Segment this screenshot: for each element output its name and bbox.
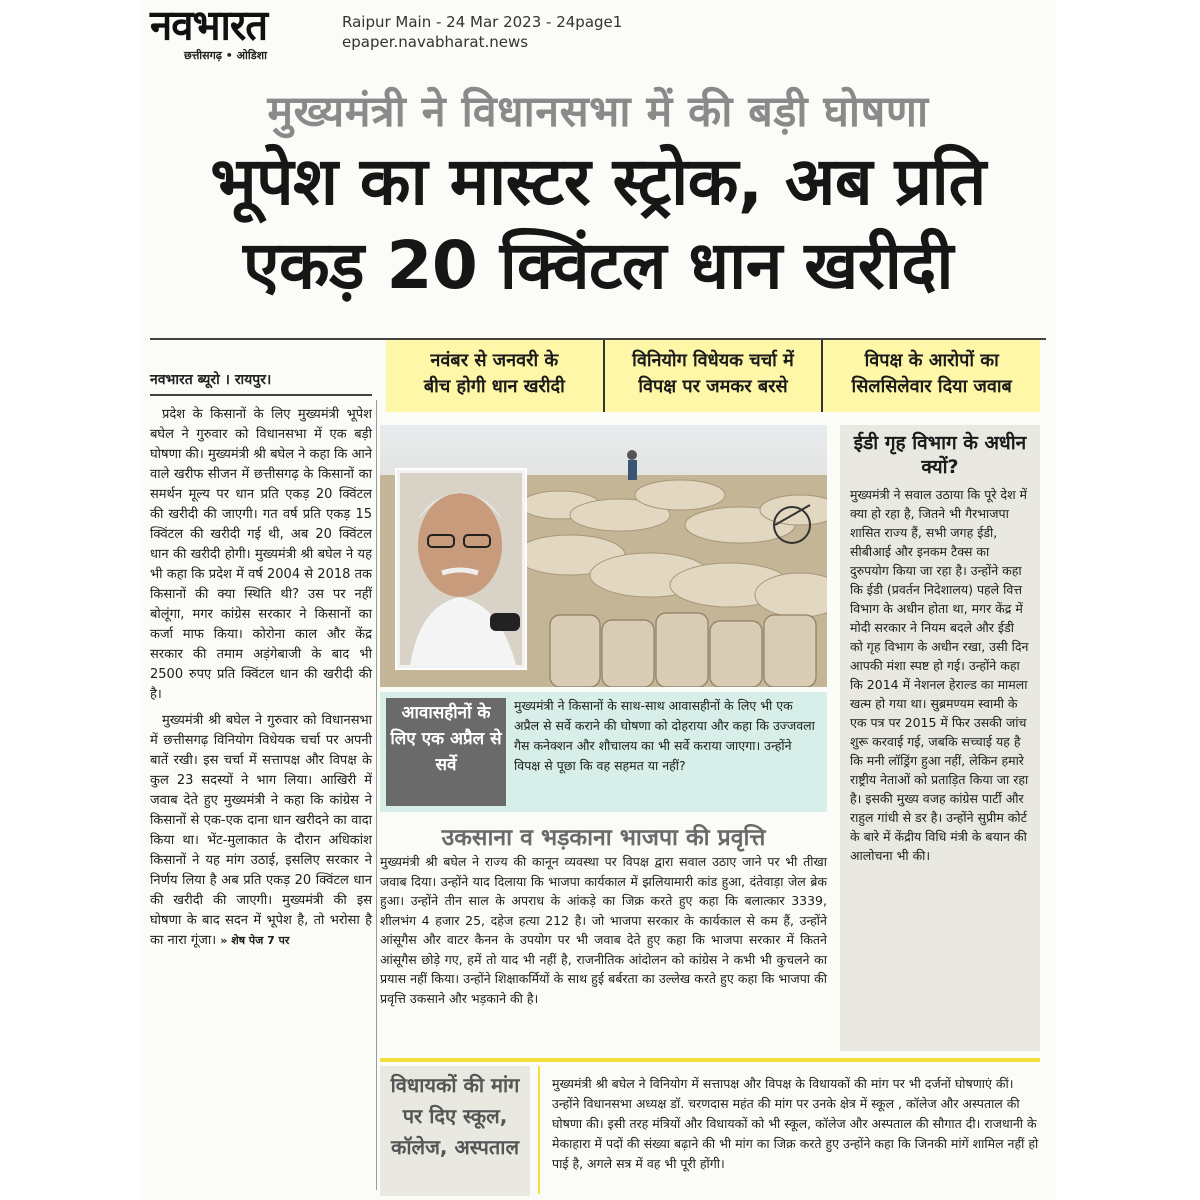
byline-rule xyxy=(150,394,372,396)
deck-1-line-1: नवंबर से जनवरी के xyxy=(430,350,559,371)
deck-3-line-1: विपक्ष के आरोपों का xyxy=(864,350,999,371)
story-paragraph-1: प्रदेश के किसानों के लिए मुख्यमंत्री भूपेश बघेल ने गुरुवार को विधानसभा में एक बड़ी घोषणा की। मुख्यमंत्री श्री बघेल ने कहा कि आने वाले खरीफ सीजन में छत्तीसगढ़ के किसानों का समर्थन मूल्य पर धान प्रति एकड़ 20 क्विंटल की खरीदी की जाएगी। गत वर्ष प्रति एकड़ 15 क्विंटल की खरीदी गई थी, अब 20 क्विंटल धान की खरीदी होगी। मुख्यमंत्री श्री बघेल ने यह भी कहा कि प्रदेश में वर्ष 2004 से 2018 तक किसानों की क्या स्थिति थी? उस पर नहीं बोलूंगा, मगर कांग्रेस सरकार ने किसानों का कर्जा माफ किया। कोरोना काल और केंद्र सरकार की तमाम अड़ंगेबाजी के बाद भी 2500 रुपए प्रति क्विंटल धान की खरीदी की है। xyxy=(150,407,372,702)
main-story-column xyxy=(150,405,372,957)
right-margin xyxy=(1056,0,1200,1200)
logo-wordmark: नवभारत xyxy=(150,0,268,51)
masthead xyxy=(150,0,1050,68)
deck-3 xyxy=(823,340,1040,412)
newspaper-logo[interactable] xyxy=(150,0,325,66)
deck-2-line-1: विनियोग विधेयक चर्चा में xyxy=(632,350,794,371)
news-photo[interactable] xyxy=(380,425,827,687)
edition-line: Raipur Main - 24 Mar 2023 - 24page1 xyxy=(342,13,623,31)
site-link[interactable]: epaper.navabharat.news xyxy=(342,33,529,51)
story-paragraph-2 xyxy=(150,711,372,951)
left-margin xyxy=(0,0,140,1200)
ed-box-title: ईडी गृह विभाग के अधीन क्यों? xyxy=(853,432,1027,478)
column-divider xyxy=(376,400,377,1190)
housing-box-label: आवासहीनों के लिए एक अप्रैल से सर्वे xyxy=(386,698,506,806)
deck-2-line-2: विपक्ष पर जमकर बरसे xyxy=(638,376,788,397)
deck-1 xyxy=(386,340,605,412)
byline: नवभारत ब्यूरो । रायपुर। xyxy=(150,372,272,388)
housing-box xyxy=(380,692,827,812)
deck-strip xyxy=(386,340,1040,412)
main-headline xyxy=(140,140,1056,308)
edition-info xyxy=(342,12,622,52)
continued-link[interactable]: » शेष पेज 7 पर xyxy=(220,934,290,947)
bjp-section-text: मुख्यमंत्री श्री बघेल ने राज्य की कानून व्यवस्था पर विपक्ष द्वारा सवाल उठाए जाने पर भी तीखा जवाब दिया। उन्होंने याद दिलाया कि भाजपा कार्यकाल में झलियामारी कांड हुआ, दंतेवाड़ा जेल ब्रेक हुआ। उन्होंने तीन साल के अपराध के आंकड़े का जिक्र करते हुए कहा कि बलात्कार 3339, शीलभंग 4 हजार 25, दहेज हत्या 212 है। जो भाजपा सरकार के कार्यकाल से कम हैं, उन्होंने आंसूगैस और वाटर कैनन के उपयोग पर भी जवाब देते हुए कहा कि भाजपा सरकार में कितने आंसूगैस छोड़े गए, हमें तो याद भी नहीं है, राजनीतिक आंदोलन को कांग्रेस ने कभी भी कुचलने का प्रयास नहीं किया। उन्होंने शिक्षाकर्मियों के साथ हुई बर्बरता का उल्लेख करते हुए कहा कि भाजपा की प्रवृत्ति उकसाने और भड़काने की है। xyxy=(380,854,827,1006)
bjp-subheading: उकसाना व भड़काना भाजपा की प्रवृत्ति xyxy=(441,825,766,851)
bottom-yellow-rule xyxy=(380,1058,1040,1062)
logo-subtitle: छत्तीसगढ़ • ओडिशा xyxy=(184,49,267,62)
newspaper-page xyxy=(140,0,1056,1200)
headline-kicker: मुख्यमंत्री ने विधानसभा में की बड़ी घोषणा xyxy=(267,87,929,137)
photo-paddy-sacks-with-cm-inset xyxy=(380,425,827,687)
headline-line-1: भूपेश का मास्टर स्ट्रोक, अब प्रति xyxy=(210,143,986,220)
mla-section-text: मुख्यमंत्री श्री बघेल ने विनियोग में सत्तापक्ष और विपक्ष के विधायकों की मांग पर भी दर्जनों घोषणाएं कीं। उन्होंने विधानसभा अध्यक्ष डॉ. चरणदास महंत की मांग पर उनके क्षेत्र में स्कूल , कॉलेज और अस्पताल की घोषणा की। इसी तरह मंत्रियों और विधायकों को भी स्कूल, कॉलेज और अस्पताल की सौगात दी। राजधानी के मेकाहारा में पदों की संख्या बढ़ाने की भी मांग का जिक्र करते हुए उन्होंने कहा कि जिनकी मांगें शामिल नहीं हो पाई है, अगले सत्र में वह भी पूरी होंगी। xyxy=(552,1076,1039,1171)
ed-sidebar-box xyxy=(840,425,1040,1051)
mla-box-label: विधायकों की मांग पर दिए स्कूल, कॉलेज, अस्पताल xyxy=(380,1066,530,1196)
housing-box-text: मुख्यमंत्री ने किसानों के साथ-साथ आवासहीनों के लिए भी एक अप्रैल से सर्वे कराने की घोषणा को दोहराया और कहा कि उज्जवला गैस कनेक्शन और शौचालय का भी सर्वे कराया जाएगा। उन्होंने विपक्ष से पूछा कि वह सहमत या नहीं? xyxy=(514,698,815,773)
story-paragraph-2-text: मुख्यमंत्री श्री बघेल ने गुरुवार को विधानसभा में छत्तीसगढ़ विनियोग विधेयक चर्चा पर अपनी बातें रखी। इस चर्चा में सत्तापक्ष और विपक्ष के कुल 23 सदस्यों ने भाग लिया। आखिरी में जवाब देते हुए मुख्यमंत्री ने कहा कि कांग्रेस ने किसानों से एक-एक दाना धान खरीदने का वादा किया था। भेंट-मुलाकात के दौरान अधिकांश किसानों ने यह मांग उठाई, इसलिए सरकार ने निर्णय लिया है अब प्रति एकड़ 20 क्विंटल धान की खरीदी की जाएगी। मुख्यमंत्री की इस घोषणा के बाद सदन में भूपेश है, तो भरोसा है का नारा गूंजा। xyxy=(150,713,372,948)
deck-2 xyxy=(605,340,824,412)
mla-divider xyxy=(538,1066,540,1194)
headline-line-2: एकड़ 20 क्विंटल धान खरीदी xyxy=(242,227,954,304)
deck-1-line-2: बीच होगी धान खरीदी xyxy=(423,376,565,397)
ed-box-text: मुख्यमंत्री ने सवाल उठाया कि पूरे देश में क्या हो रहा है, जितने भी गैरभाजपा शासित राज्य हैं, सभी जगह ईडी, सीबीआई और इनकम टैक्स का दुरुपयोग किया जा रहा है। उन्होंने कहा कि ईडी (प्रवर्तन निदेशालय) पहले वित्त विभाग के अधीन होता था, मगर केंद्र में मोदी सरकार ने नियम बदले और ईडी को गृह विभाग के अधीन रखा, उसी दिन आपकी मंशा स्पष्ट हो गई। उन्होंने कहा कि 2014 में नेशनल हेराल्ड का मामला खत्म हो गया था। सुब्रमण्यम स्वामी के एक पत्र पर 2015 में फिर उसकी जांच शुरू करवाई गई, जबकि सच्चाई यह है कि मनी लॉड्रिंग हुआ नहीं, लेकिन हमारे राष्ट्रीय नेताओं को प्रताड़ित किया जा रहा है। इसकी मुख्य वजह कांग्रेस पार्टी और राहुल गांधी से डर है। उन्होंने सुप्रीम कोर्ट के बारे में केंद्रीय विधि मंत्री के बयान की आलोचना भी की। xyxy=(850,487,1029,863)
deck-3-line-2: सिलसिलेवार दिया जवाब xyxy=(851,376,1012,397)
